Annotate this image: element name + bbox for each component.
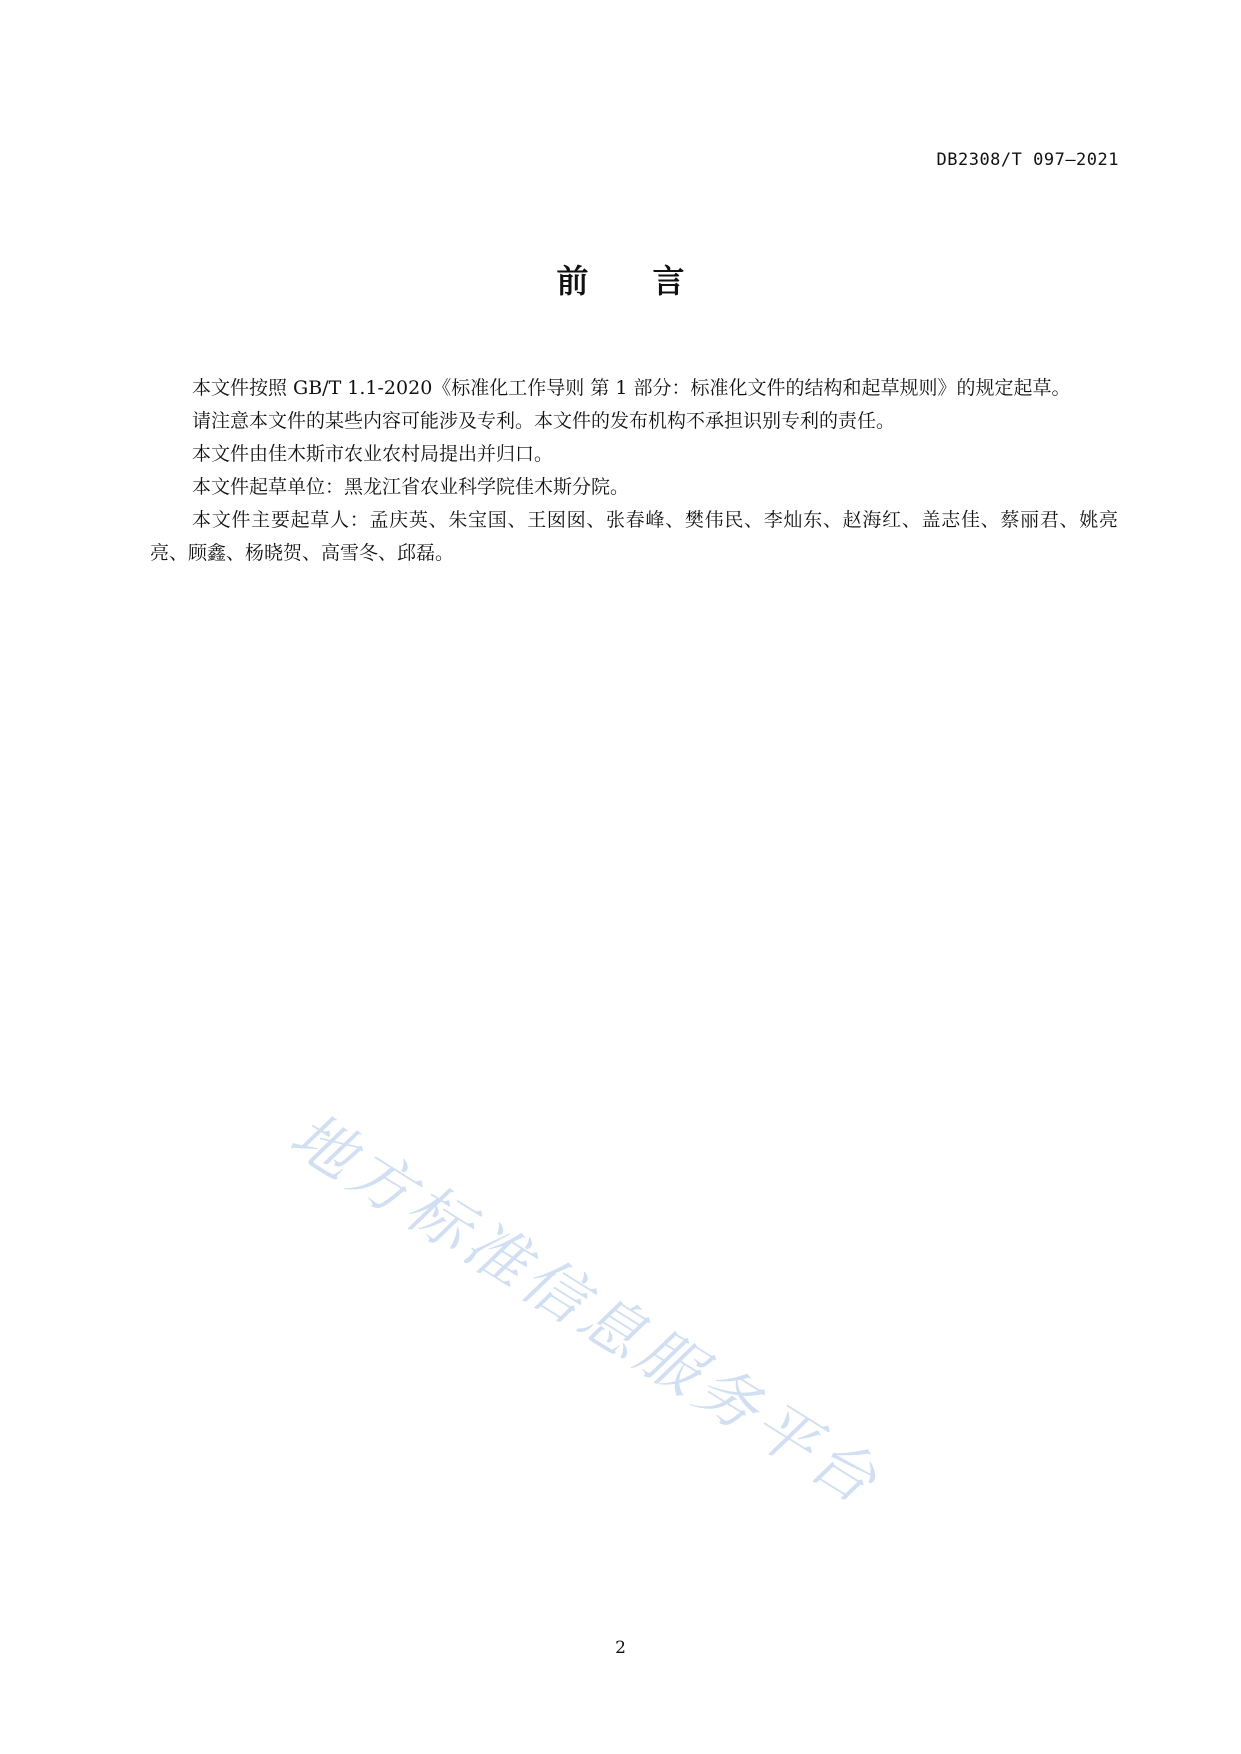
paragraph-drafting-basis: 本文件按照 GB/T 1.1-2020《标准化工作导则 第 1 部分：标准化文件的结构和起草规则》的规定起草。 bbox=[192, 377, 1071, 399]
paragraph-proposer: 本文件由佳木斯市农业农村局提出并归口。 bbox=[192, 443, 554, 465]
paragraph-drafters: 本文件主要起草人：孟庆英、朱宝国、王囡囡、张春峰、樊伟民、李灿东、赵海红、盖志佳、蔡丽君、姚亮亮、顾鑫、杨晓贺、高雪冬、邱磊。 bbox=[150, 509, 1118, 564]
document-code: DB2308/T 097—2021 bbox=[936, 150, 1119, 170]
page-title: 前言 bbox=[556, 262, 749, 300]
paragraph-drafting-unit: 本文件起草单位：黑龙江省农业科学院佳木斯分院。 bbox=[192, 476, 630, 498]
preface-body bbox=[150, 372, 1118, 570]
paragraph-patent-notice: 请注意本文件的某些内容可能涉及专利。本文件的发布机构不承担识别专利的责任。 bbox=[192, 410, 896, 432]
page-number: 2 bbox=[615, 1638, 626, 1658]
watermark: 地方标准信息服务平台 bbox=[278, 1097, 894, 1521]
